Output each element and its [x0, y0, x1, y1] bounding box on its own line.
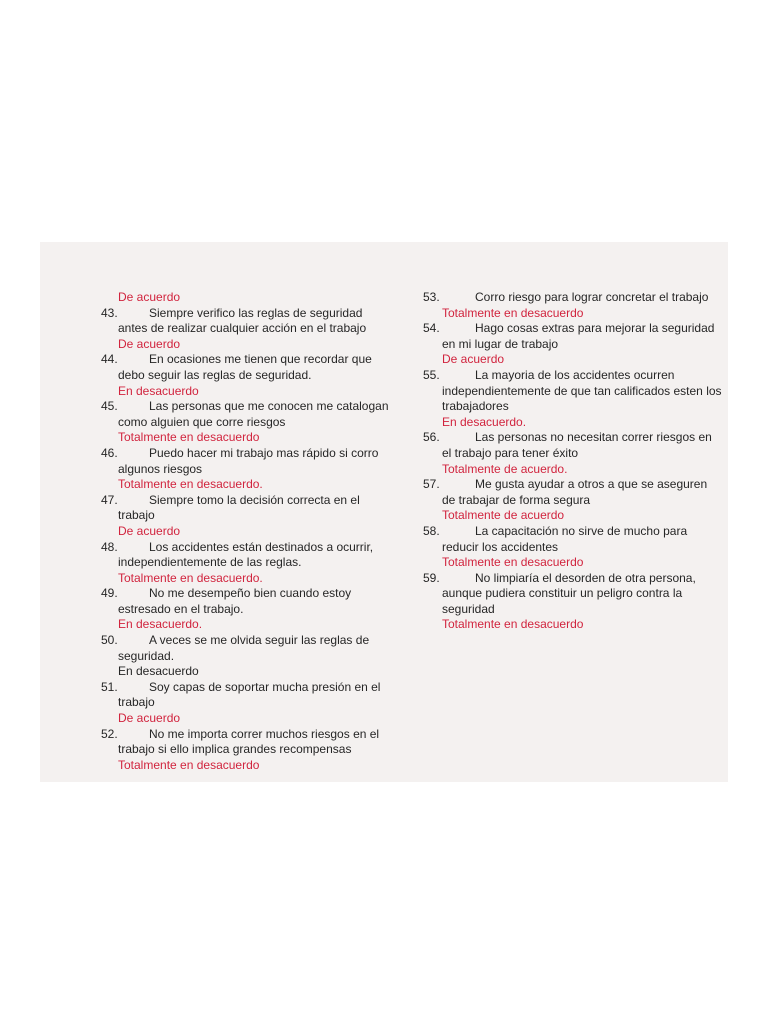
answer: En desacuerdo	[118, 383, 199, 398]
question-number: 58.	[423, 523, 440, 538]
question-text: La mayoria de los accidentes ocurren independientemente de que tan calificados esten los trabajadores	[442, 367, 722, 414]
question-text: No limpiaría el desorden de otra persona, aunque pudiera constituir un peligro contra la seguridad	[442, 570, 696, 616]
question-text: En ocasiones me tienen que recordar que debo seguir las reglas de seguridad.	[118, 352, 372, 382]
answer: Totalmente en desacuerdo.	[118, 570, 263, 585]
question-number: 45.	[101, 399, 118, 414]
question-text: No me importa correr muchos riesgos en el trabajo si ello implica grandes recompensas	[118, 726, 380, 757]
answer: Totalmente de acuerdo.	[442, 461, 568, 476]
question	[101, 399, 391, 430]
question-number: 48.	[101, 539, 118, 554]
question-number: 49.	[101, 586, 118, 601]
question-number: 56.	[423, 430, 440, 445]
survey-item-46	[101, 446, 391, 493]
question-number: 53.	[423, 290, 440, 304]
question	[423, 524, 723, 555]
answer: Totalmente en desacuerdo	[118, 430, 260, 445]
survey-item-44	[101, 352, 391, 399]
answer: Totalmente en desacuerdo	[442, 555, 584, 570]
question	[101, 493, 391, 524]
question	[101, 540, 391, 571]
question	[423, 368, 723, 415]
survey-item-43	[101, 306, 391, 353]
answer: En desacuerdo.	[442, 414, 527, 429]
answer: Totalmente de acuerdo	[442, 508, 565, 523]
answer: En desacuerdo.	[118, 617, 203, 632]
question-text: Puedo hacer mi trabajo mas rápido si corro algunos riesgos	[118, 445, 379, 476]
survey-item-51	[101, 680, 391, 727]
question-text: A veces se me olvida seguir las reglas de seguridad.	[118, 633, 370, 663]
question-number: 52.	[101, 726, 118, 741]
question	[423, 290, 723, 306]
survey-item-54	[423, 321, 723, 368]
question-text: Siempre tomo la decisión correcta en el trabajo	[118, 492, 360, 523]
question	[101, 306, 391, 337]
question-number: 51.	[101, 679, 118, 694]
answer: De acuerdo	[118, 523, 181, 538]
question	[101, 633, 391, 664]
question-text: Siempre verifico las reglas de seguridad antes de realizar cualquier acción en el trabajo	[118, 305, 367, 336]
question-text: Hago cosas extras para mejorar la seguridad en mi lugar de trabajo	[442, 321, 715, 351]
question-text: Los accidentes están destinados a ocurrir, independientemente de las reglas.	[118, 539, 374, 570]
question	[101, 446, 391, 477]
question-number: 54.	[423, 321, 440, 336]
answer: De acuerdo	[442, 352, 505, 367]
question	[101, 352, 391, 383]
answer: Totalmente en desacuerdo	[442, 617, 584, 632]
question-text: La capacitación no sirve de mucho para reducir los accidentes	[442, 523, 688, 554]
answer-42: De acuerdo	[118, 290, 181, 304]
question-number: 57.	[423, 477, 440, 492]
left-column	[101, 290, 391, 773]
answer: De acuerdo	[118, 711, 181, 726]
survey-item-57	[423, 477, 723, 524]
question-text: Las personas que me conocen me catalogan como alguien que corre riesgos	[118, 399, 389, 429]
survey-item-59	[423, 571, 723, 633]
survey-item-50	[101, 633, 391, 680]
question-text: Me gusta ayudar a otros a que se aseguren de trabajar de forma segura	[442, 477, 708, 507]
question-number: 50.	[101, 633, 118, 648]
question-text: Soy capas de soportar mucha presión en el trabajo	[118, 679, 381, 710]
survey-item-52	[101, 727, 391, 774]
answer: Totalmente en desacuerdo.	[118, 477, 263, 492]
question	[423, 477, 723, 508]
question-text: No me desempeño bien cuando estoy estresado en el trabajo.	[118, 586, 352, 616]
question	[423, 321, 723, 352]
question	[423, 430, 723, 461]
question	[101, 586, 391, 617]
right-column	[423, 290, 723, 633]
answer: En desacuerdo	[118, 664, 199, 679]
survey-item-55	[423, 368, 723, 430]
question	[101, 727, 391, 758]
question-text: Corro riesgo para lograr concretar el trabajo	[475, 290, 709, 304]
survey-item-56	[423, 430, 723, 477]
survey-item-49	[101, 586, 391, 633]
question-number: 43.	[101, 305, 118, 320]
question	[101, 680, 391, 711]
question-number: 46.	[101, 445, 118, 460]
question	[423, 571, 723, 618]
survey-item-58	[423, 524, 723, 571]
survey-item-48	[101, 540, 391, 587]
survey-item-53	[423, 290, 723, 321]
question-number: 55.	[423, 367, 440, 382]
answer: Totalmente en desacuerdo	[118, 757, 260, 772]
right-item-list	[423, 290, 723, 633]
survey-item-45	[101, 399, 391, 446]
question-number: 44.	[101, 352, 118, 367]
survey-item-47	[101, 493, 391, 540]
question-text: Las personas no necesitan correr riesgos en el trabajo para tener éxito	[442, 430, 712, 460]
answer: De acuerdo	[118, 336, 181, 351]
question-number: 59.	[423, 570, 440, 585]
answer: Totalmente en desacuerdo	[442, 305, 584, 320]
question-number: 47.	[101, 492, 118, 507]
left-item-list	[101, 306, 391, 774]
